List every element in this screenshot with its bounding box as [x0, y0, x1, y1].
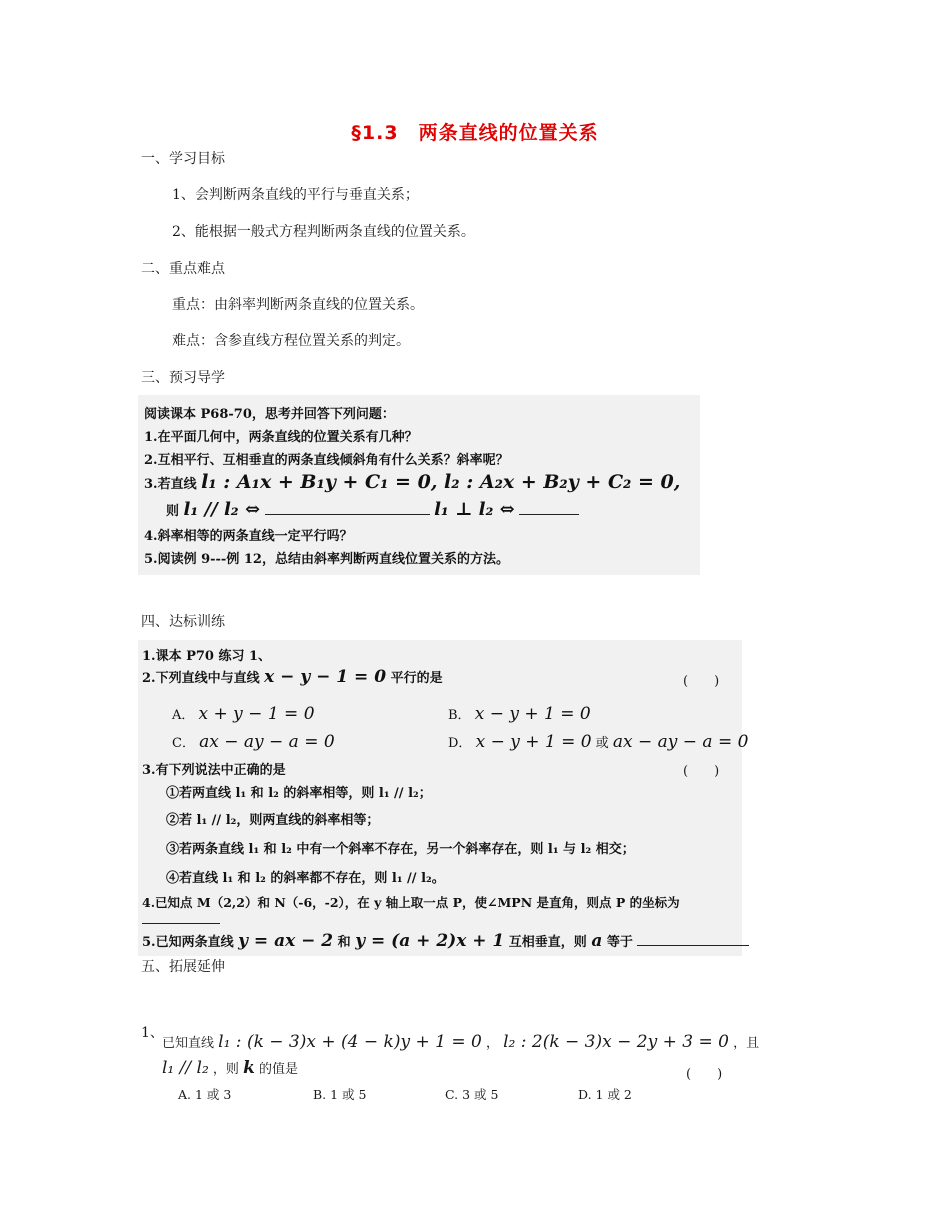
preview-question-3 — [144, 471, 680, 493]
section-heading-goals: 一、学习目标 — [141, 151, 225, 167]
preview-question-2: 2.互相平行、互相垂直的两条直线倾斜角有什么关系？斜率呢？ — [144, 453, 509, 468]
option-equation: x − y + 1 = 0 — [475, 732, 592, 752]
ext-prefix: 已知直线 — [162, 1036, 215, 1051]
q3-statement-1: ①若两直线 l₁ 和 l₂ 的斜率相等，则 l₁ // l₂； — [166, 786, 432, 801]
q3-statement-3: ③若两条直线 l₁ 和 l₂ 中有一个斜率不存在，另一个斜率存在，则 l₁ 与 l₂ 相交； — [166, 842, 635, 857]
page-title: §1.3 两条直线的位置关系 — [351, 122, 599, 144]
q3-prefix: 3.若直线 — [144, 477, 197, 492]
q2-equation: x − y − 1 = 0 — [264, 667, 387, 687]
option-label: D． — [448, 736, 472, 751]
goal-item-1: 1、会判断两条直线的平行与垂直关系； — [172, 187, 419, 203]
option-label: C． — [172, 736, 195, 751]
section-heading-preview: 三、预习导学 — [141, 370, 225, 386]
q2-text: 2.下列直线中与直线 — [142, 671, 260, 686]
preview-question-5: 5.阅读例 9---例 12，总结由斜率判断两直线位置关系的方法。 — [144, 552, 509, 567]
q3-perpendicular-blank[interactable] — [519, 514, 579, 515]
q3-equations: l₁ : A₁x + B₁y + C₁ = 0, l₂ : A₂x + B₂y + C₂ = 0, — [201, 471, 681, 493]
q2-option-c[interactable] — [172, 732, 335, 752]
section-heading-key-points: 二、重点难点 — [141, 261, 225, 277]
extension-option-d[interactable]: D. 1 或 2 — [578, 1087, 632, 1102]
extension-question-number: 1、 — [141, 1025, 164, 1041]
ext-line-1: l₁ : (k − 3)x + (4 − k)y + 1 = 0 — [218, 1032, 482, 1052]
option-equation-2: ax − ay − a = 0 — [612, 732, 749, 752]
q4-answer-blank[interactable] — [142, 923, 220, 924]
q3-statement-4: ④若直线 l₁ 和 l₂ 的斜率都不存在，则 l₁ // l₂。 — [166, 871, 445, 886]
q5-and: 和 — [337, 935, 351, 950]
option-equation: x − y + 1 = 0 — [474, 704, 591, 724]
extension-question-line-1 — [162, 1032, 759, 1052]
section-heading-extension: 五、拓展延伸 — [141, 959, 225, 975]
ext-line-2: l₂ : 2(k − 3)x − 2y + 3 = 0 — [503, 1032, 729, 1052]
ext-variable-k: k — [243, 1058, 255, 1078]
difficult-point: 难点：含参直线方程位置关系的判定。 — [172, 333, 410, 349]
option-equation: ax − ay − a = 0 — [199, 732, 335, 752]
training-scan-block — [138, 640, 749, 956]
q2-answer-paren[interactable]: ( ) — [683, 674, 720, 689]
key-point: 重点：由斜率判断两条直线的位置关系。 — [172, 297, 424, 313]
preview-intro: 阅读课本 P68-70，思考并回答下列问题： — [144, 407, 395, 422]
goal-item-2: 2、能根据一般式方程判断两条直线的位置关系。 — [172, 224, 475, 240]
ext-tail: 的值是 — [259, 1062, 299, 1077]
option-equation: x + y − 1 = 0 — [198, 704, 315, 724]
training-question-3: 3.有下列说法中正确的是 — [142, 763, 286, 778]
q5-text: 5.已知两条直线 — [142, 935, 234, 950]
q5-tail: 互相垂直，则 — [508, 935, 587, 950]
q5-equation-2: y = (a + 2)x + 1 — [355, 931, 505, 951]
q3-statement-2: ②若 l₁ // l₂，则两直线的斜率相等； — [166, 813, 380, 828]
q2-tail: 平行的是 — [390, 671, 443, 686]
q5-answer-blank[interactable] — [637, 945, 749, 946]
extension-question-line-2 — [162, 1058, 298, 1078]
ext-mid: ，则 — [212, 1062, 239, 1077]
q5-equation-1: y = ax − 2 — [238, 931, 334, 951]
training-question-4: 4.已知点 M（2,2）和 N（-6，-2），在 y 轴上取一点 P，使∠MPN 是直角，则点 P 的坐标为 — [142, 895, 680, 910]
option-label: B． — [448, 708, 471, 723]
q3-parallel: l₁ // l₂ ⇔ — [183, 499, 261, 520]
q2-option-b[interactable] — [448, 704, 591, 724]
q2-option-a[interactable] — [172, 704, 315, 724]
q5-end: 等于 — [606, 935, 633, 950]
option-or: 或 — [595, 736, 609, 751]
q3-answer-paren[interactable]: ( ) — [683, 764, 720, 779]
extension-option-b[interactable]: B. 1 或 5 — [313, 1087, 367, 1102]
training-question-1: 1.课本 P70 练习 1、 — [142, 649, 272, 664]
preview-question-1: 1.在平面几何中，两条直线的位置关系有几种？ — [144, 430, 418, 445]
option-label: A． — [172, 708, 195, 723]
ext-comma: ， — [485, 1036, 499, 1051]
ext-and: ，且 — [733, 1036, 760, 1051]
preview-scan-block — [138, 395, 700, 575]
training-question-5 — [142, 931, 749, 951]
q3-parallel-blank[interactable] — [265, 514, 430, 515]
ext-parallel-condition: l₁ // l₂ — [162, 1058, 209, 1078]
training-question-2 — [142, 667, 443, 687]
extension-option-a[interactable]: A. 1 或 3 — [178, 1087, 232, 1102]
extension-answer-paren[interactable]: ( ) — [686, 1067, 723, 1082]
extension-option-c[interactable]: C. 3 或 5 — [445, 1087, 499, 1102]
q2-option-d[interactable] — [448, 732, 748, 752]
q5-variable-a: a — [591, 931, 603, 951]
q3-then: 则 — [166, 504, 180, 519]
q3-perpendicular: l₁ ⊥ l₂ ⇔ — [434, 499, 515, 520]
section-heading-training: 四、达标训练 — [141, 614, 225, 630]
preview-question-4: 4.斜率相等的两条直线一定平行吗？ — [144, 529, 353, 544]
preview-question-3-conditions — [166, 499, 579, 520]
